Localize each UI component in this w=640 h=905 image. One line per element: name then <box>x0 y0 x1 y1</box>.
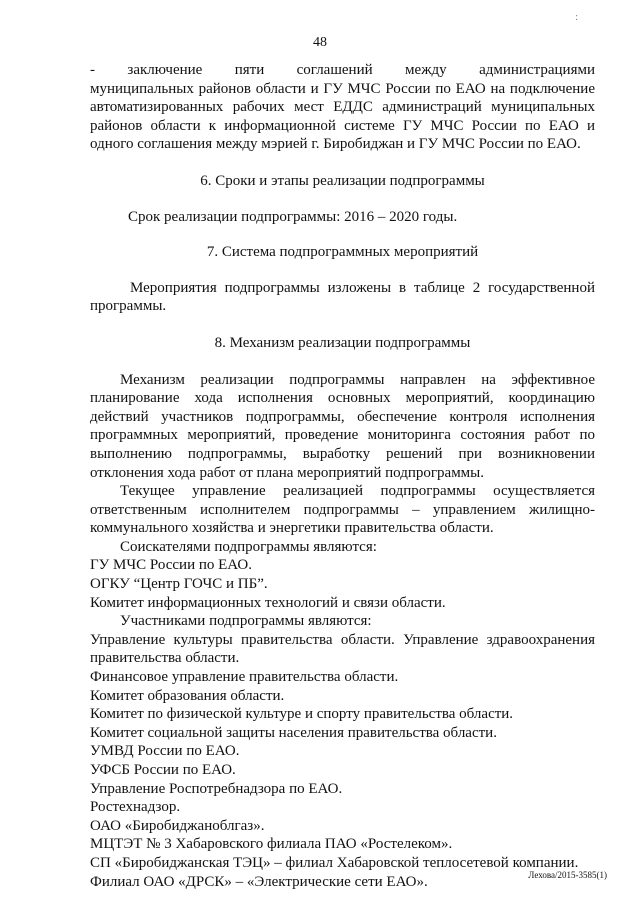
participant-item: УМВД России по ЕАО. <box>90 743 240 760</box>
applicant-item: ОГКУ “Центр ГОЧС и ПБ”. <box>90 576 268 593</box>
applicant-item: Комитет информационных технологий и связи области. <box>90 594 446 611</box>
applicants-intro: Соискателями подпрограммы являются: <box>120 538 377 555</box>
section-7-heading: 7. Система подпрограммных мероприятий <box>206 244 479 261</box>
section-7-text: Мероприятия подпрограммы изложены в таблице 2 государственной программы. <box>90 279 595 315</box>
section-8-heading: 8. Механизм реализации подпрограммы <box>214 334 471 351</box>
section-8-paragraph-2: Текущее управление реализацией подпрограммы осуществляется ответственным исполнителем подпрограммы – управлением жилищно-коммунального хозяйства и энергетики правительства области. <box>90 483 595 537</box>
participant-item: Управление Роспотребнадзора по ЕАО. <box>90 780 343 797</box>
document-body <box>90 61 595 891</box>
participants-intro: Участниками подпрограммы являются: <box>120 613 372 630</box>
participant-item: СП «Биробиджанская ТЭЦ» – филиал Хабаровской теплосетевой компании. <box>90 854 579 871</box>
participant-item: Ростехнадзор. <box>90 799 181 816</box>
participant-item: МЦТЭТ № 3 Хабаровского филиала ПАО «Ростелеком». <box>90 836 453 853</box>
participant-item: Комитет образования области. <box>90 687 285 704</box>
participant-item: Управление культуры правительства области. Управление здравоохранения правительства области. <box>90 631 595 667</box>
participant-item: Филиал ОАО «ДРСК» – «Электрические сети ЕАО». <box>90 873 428 890</box>
section-8-paragraph-1: Механизм реализации подпрограммы направлен на эффективное планирование хода исполнения основных мероприятий, координацию действий участников подпрограммы, обеспечение контроля исполнения программных мероприятий, проведение мониторинга состояния работ по выполнению подпрограммы, выработку решений при возникновении отклонения хода работ от плана мероприятий подпрограммы. <box>90 371 595 481</box>
participant-item: Финансовое управление правительства области. <box>90 669 399 686</box>
applicant-item: ГУ МЧС России по ЕАО. <box>90 557 252 574</box>
participant-item: УФСБ России по ЕАО. <box>90 762 236 778</box>
intro-paragraph: - заключение пяти соглашений между администрациями муниципальных районов области и ГУ МЧС России по ЕАО на подключение автоматизированных рабочих мест ЕДДС администраций муниципальных районов области к информационной системе ГУ МЧС России по ЕАО и одного соглашения между мэрией г. Биробиджан и ГУ МЧС России по ЕАО. <box>90 62 595 153</box>
participant-item: Комитет социальной защиты населения правительства области. <box>90 724 497 741</box>
participant-item: ОАО «Биробиджаноблгаз». <box>90 817 265 834</box>
margin-mark: : <box>575 12 578 23</box>
participant-item: Комитет по физической культуре и спорту правительства области. <box>90 706 514 723</box>
section-6-text: Срок реализации подпрограммы: 2016 – 2020 годы. <box>128 208 458 225</box>
section-6-heading: 6. Сроки и этапы реализации подпрограммы <box>200 172 485 189</box>
footer-code: Лехова/2015-3585(1) <box>528 870 607 880</box>
page-number: 48 <box>313 35 327 50</box>
